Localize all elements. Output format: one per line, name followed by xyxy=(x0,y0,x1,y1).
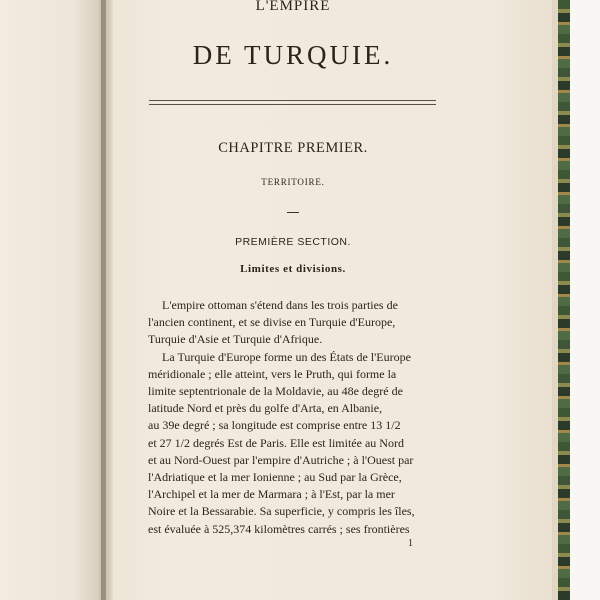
title-rule-bottom xyxy=(149,104,436,105)
body-line: méridionale ; elle atteint, vers le Pruth, qui forme la xyxy=(148,366,397,381)
body-line: Turquie d'Asie et Turquie d'Afrique. xyxy=(148,332,323,347)
page-title: DE TURQUIE. xyxy=(192,40,394,70)
body-line: La Turquie d'Europe forme un des États de l'Europe xyxy=(162,349,411,364)
left-page xyxy=(0,0,106,600)
chapter-subtitle: TERRITOIRE. xyxy=(261,177,325,187)
body-line: et 27 1/2 degrés Est de Paris. Elle est limitée au Nord xyxy=(148,435,404,450)
signature-mark: 1 xyxy=(408,538,413,549)
book-gutter xyxy=(101,0,113,600)
body-line: Noire et la Bessarabie. Sa superficie, y compris les îles, xyxy=(148,504,415,519)
body-line: est évaluée à 525,374 kilomètres carrés ; ses frontières xyxy=(148,521,410,536)
body-line: limite septentrionale de la Moldavie, au 48e degré de xyxy=(148,384,403,399)
chapter-title: CHAPITRE PREMIER. xyxy=(218,140,368,156)
background xyxy=(570,0,600,600)
separator-dash xyxy=(287,212,299,213)
marbled-cover xyxy=(558,0,570,600)
section-title: PREMIÈRE SECTION. xyxy=(235,236,351,248)
body-line: l'Archipel et la mer de Marmara ; à l'Est, par la mer xyxy=(148,487,395,502)
body-line: L'empire ottoman s'étend dans les trois parties de xyxy=(162,298,398,312)
body-line: latitude Nord et près du golfe d'Arta, en Albanie, xyxy=(148,401,383,416)
body-line: l'ancien continent, et se divise en Turquie d'Europe, xyxy=(148,315,396,330)
title-rule-top xyxy=(149,100,436,101)
body-line: et au Nord-Ouest par l'empire d'Autriche ; à l'Ouest par xyxy=(148,452,414,467)
section-heading: Limites et divisions. xyxy=(240,263,346,275)
body-line: l'Adriatique et la mer Ionienne ; au Sud par la Grèce, xyxy=(148,470,402,485)
body-text xyxy=(148,297,441,538)
body-line: au 39e degré ; sa longitude est comprise entre 13 1/2 xyxy=(148,418,401,433)
running-title: L'EMPIRE xyxy=(255,0,331,14)
